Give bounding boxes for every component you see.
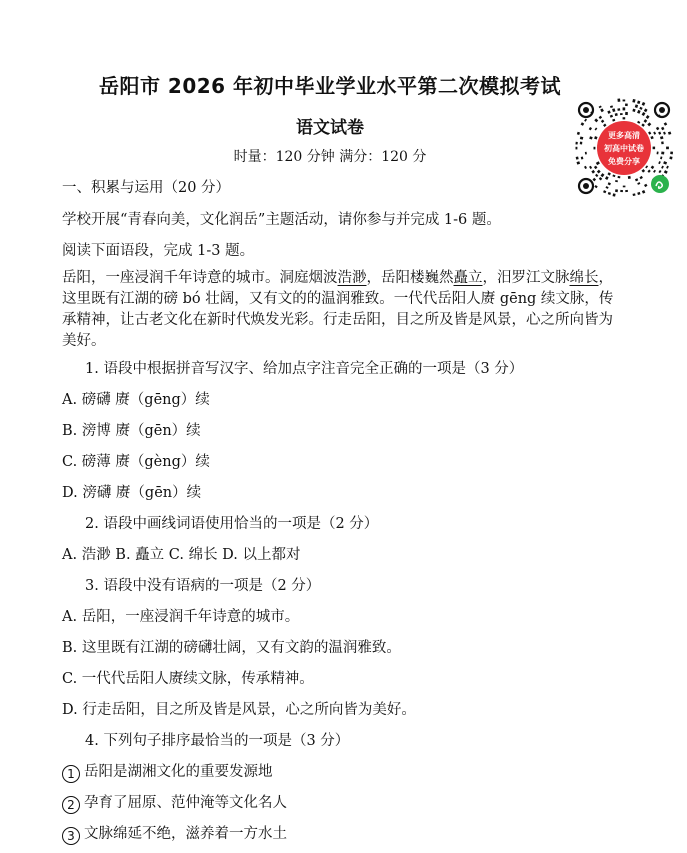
qr-dot bbox=[642, 190, 646, 194]
q1-option-c: C. 磅薄 赓（gèng）续 bbox=[62, 454, 210, 470]
badge-line-2: 初高中试卷 bbox=[604, 144, 644, 153]
qr-dot bbox=[660, 136, 663, 139]
qr-dot bbox=[645, 165, 648, 168]
q1-option-d: D. 滂礴 赓（gēn）续 bbox=[62, 485, 202, 501]
sentence-number: 3 bbox=[62, 827, 80, 845]
underlined-word-3: 绵长 bbox=[569, 270, 599, 286]
qr-dot bbox=[580, 142, 583, 145]
qr-dot bbox=[623, 100, 626, 102]
qr-dot bbox=[623, 117, 626, 119]
qr-dot bbox=[657, 152, 659, 155]
qr-dot bbox=[607, 172, 610, 175]
qr-dot bbox=[607, 110, 610, 113]
qr-dot bbox=[612, 119, 615, 122]
qr-dot bbox=[641, 123, 645, 127]
qr-dot bbox=[632, 109, 635, 112]
qr-dot bbox=[670, 151, 673, 154]
qr-dot bbox=[651, 165, 655, 169]
q3-option-d: D. 行走岳阳，目之所及皆是风景，心之所向皆为美好。 bbox=[62, 702, 416, 718]
qr-dot bbox=[599, 116, 602, 119]
qr-dot bbox=[606, 186, 609, 189]
question-1-stem: 1. 语段中根据拼音写汉字、给加点字注音完全正确的一项是（3 分） bbox=[85, 361, 524, 377]
mini-program-icon bbox=[651, 175, 669, 193]
qr-dot bbox=[637, 182, 640, 185]
qr-dot bbox=[653, 170, 656, 173]
qr-dot bbox=[592, 178, 596, 182]
qr-dot bbox=[600, 108, 604, 112]
qr-dot bbox=[577, 161, 581, 164]
q1-option-a: A. 磅礴 赓（gēng）续 bbox=[62, 392, 210, 408]
section-heading: 一、积累与运用（20 分） bbox=[62, 180, 231, 196]
qr-dot bbox=[650, 136, 653, 139]
badge-line-3: 免费分享 bbox=[608, 157, 640, 166]
qr-dot bbox=[647, 122, 651, 126]
qr-dot bbox=[610, 105, 613, 108]
qr-dot bbox=[623, 186, 626, 188]
qr-dot bbox=[608, 192, 611, 195]
qr-dot bbox=[625, 190, 628, 192]
sentence-number: 2 bbox=[62, 796, 80, 814]
qr-dot bbox=[597, 170, 601, 174]
qr-dot bbox=[669, 156, 672, 159]
qr-dot bbox=[640, 176, 643, 179]
qr-dot bbox=[615, 189, 618, 192]
underlined-word-1: 浩渺 bbox=[337, 270, 367, 286]
qr-dot bbox=[664, 122, 668, 126]
qr-dot bbox=[599, 105, 602, 108]
qr-dot bbox=[663, 161, 667, 165]
qr-dot bbox=[635, 178, 638, 181]
qr-dot bbox=[628, 176, 631, 179]
qr-dot bbox=[594, 136, 597, 139]
exam-subtitle: 语文试卷 bbox=[296, 118, 364, 138]
q3-option-c: C. 一代代岳阳人赓续文脉，传承精神。 bbox=[62, 671, 314, 687]
sentence-3: 3 文脉绵延不绝，滋养着一方水土 bbox=[62, 822, 287, 845]
qr-dot bbox=[594, 118, 598, 122]
q3-option-a: A. 岳阳，一座浸润千年诗意的城市。 bbox=[62, 609, 300, 625]
qr-dot bbox=[635, 104, 638, 108]
qr-dot bbox=[637, 121, 640, 124]
qr-dot bbox=[658, 170, 661, 173]
qr-dot bbox=[617, 108, 620, 111]
qr-dot bbox=[599, 177, 602, 180]
qr-dot bbox=[658, 132, 661, 135]
qr-dot bbox=[618, 176, 621, 178]
qr-dot bbox=[575, 142, 577, 145]
qr-dot bbox=[591, 170, 595, 174]
qr-dot bbox=[648, 131, 651, 134]
qr-dot bbox=[617, 98, 620, 101]
section-intro: 学校开展“青春向美，文化润岳”主题活动，请你参与并完成 1-6 题。 bbox=[62, 212, 501, 228]
qr-dot bbox=[668, 131, 671, 134]
question-2-stem: 2. 语段中画线词语使用恰当的一项是（2 分） bbox=[85, 516, 379, 532]
qr-dot bbox=[647, 170, 650, 173]
qr-dot bbox=[605, 176, 609, 180]
qr-dot bbox=[658, 161, 661, 164]
qr-dot bbox=[623, 107, 626, 110]
qr-code-badge bbox=[572, 96, 676, 200]
qr-dot bbox=[595, 174, 598, 177]
qr-dot bbox=[594, 185, 597, 188]
qr-dot bbox=[581, 122, 585, 126]
qr-dot bbox=[646, 115, 650, 119]
qr-dot bbox=[608, 182, 611, 185]
qr-dot bbox=[644, 119, 648, 123]
qr-dot bbox=[642, 112, 646, 116]
q3-option-b: B. 这里既有江湖的磅礴壮阔，又有文韵的温润雅致。 bbox=[62, 640, 401, 656]
qr-dot bbox=[601, 173, 605, 177]
qr-dot bbox=[603, 190, 606, 193]
qr-dot bbox=[584, 166, 587, 169]
qr-dot bbox=[581, 157, 584, 160]
qr-dot bbox=[661, 141, 664, 144]
qr-dot bbox=[612, 174, 615, 177]
exam-title: 岳阳市 2026 年初中毕业学业水平第二次模拟考试 bbox=[98, 74, 562, 98]
qr-dot bbox=[596, 161, 600, 165]
sentence-number: 1 bbox=[62, 765, 80, 783]
qr-dot bbox=[595, 127, 598, 130]
q2-options: A. 浩渺 B. 矗立 C. 绵长 D. 以上都对 bbox=[62, 547, 301, 563]
q1-option-b: B. 滂博 赓（gēn）续 bbox=[62, 423, 201, 439]
qr-finder-center bbox=[659, 107, 665, 113]
qr-dot bbox=[644, 108, 648, 112]
qr-dot bbox=[620, 190, 623, 192]
qr-dot bbox=[660, 156, 662, 159]
qr-dot bbox=[644, 184, 647, 187]
qr-dot bbox=[615, 180, 618, 182]
sentence-2: 2 孕育了屈原、范仲淹等文化名人 bbox=[62, 791, 287, 814]
qr-dot bbox=[666, 166, 669, 169]
qr-dot bbox=[615, 113, 618, 116]
qr-dot bbox=[584, 119, 587, 122]
qr-dot bbox=[585, 152, 587, 155]
qr-dot bbox=[653, 132, 656, 135]
qr-dot bbox=[610, 115, 613, 118]
sentence-1: 1 岳阳是湖湘文化的重要发源地 bbox=[62, 760, 273, 783]
qr-dot bbox=[664, 170, 668, 174]
qr-dot bbox=[656, 127, 659, 131]
qr-dot bbox=[589, 127, 592, 130]
reading-instruction: 阅读下面语段，完成 1-3 题。 bbox=[62, 243, 255, 259]
qr-dot bbox=[661, 152, 664, 155]
qr-dot bbox=[625, 104, 628, 107]
qr-dot bbox=[653, 147, 656, 150]
qr-dot bbox=[601, 120, 604, 123]
qr-dot bbox=[603, 124, 606, 127]
qr-dot bbox=[576, 157, 579, 160]
qr-dot bbox=[642, 102, 646, 106]
reading-passage: 岳阳，一座浸润千年诗意的城市。洞庭烟波浩渺，岳阳楼巍然矗立，汨罗江文脉绵长，这里既有江湖的磅 bó 壮阔，又有文的的温润雅致。一代代岳阳人赓 gēng 续文脉，传承精神，让古老文化在新时代焕发光彩。行走岳阳，目之所及皆是风景，心之所向皆为美好。 bbox=[62, 270, 614, 349]
qr-finder-center bbox=[583, 107, 589, 113]
qr-dot bbox=[580, 136, 584, 139]
qr-finder-center bbox=[583, 183, 589, 189]
qr-dot bbox=[639, 107, 642, 110]
qr-dot bbox=[612, 108, 615, 112]
qr-dot bbox=[661, 127, 664, 130]
qr-dot bbox=[637, 101, 640, 104]
qr-dot bbox=[594, 166, 598, 170]
qr-dot bbox=[661, 166, 664, 169]
underlined-word-2: 矗立 bbox=[453, 270, 483, 286]
qr-dot bbox=[663, 132, 666, 135]
question-4-stem: 4. 下列句子排序最恰当的一项是（3 分） bbox=[85, 733, 350, 749]
qr-dot bbox=[577, 132, 580, 135]
qr-dot bbox=[637, 192, 640, 195]
qr-dot bbox=[576, 147, 578, 150]
qr-dot bbox=[620, 113, 623, 115]
qr-dot bbox=[641, 169, 645, 173]
qr-dot bbox=[589, 166, 592, 169]
qr-dot bbox=[594, 147, 596, 150]
qr-dot bbox=[625, 112, 628, 115]
qr-dot bbox=[633, 193, 636, 196]
badge-line-1: 更多高清 bbox=[608, 131, 640, 140]
qr-dot bbox=[666, 147, 669, 150]
time-info: 时量：120 分钟 满分：120 分 bbox=[233, 149, 427, 165]
qr-dot bbox=[589, 136, 592, 139]
qr-dot bbox=[632, 99, 635, 103]
qr-dot bbox=[637, 110, 641, 114]
question-3-stem: 3. 语段中没有语病的一项是（2 分） bbox=[85, 578, 321, 594]
qr-dot bbox=[613, 193, 616, 196]
